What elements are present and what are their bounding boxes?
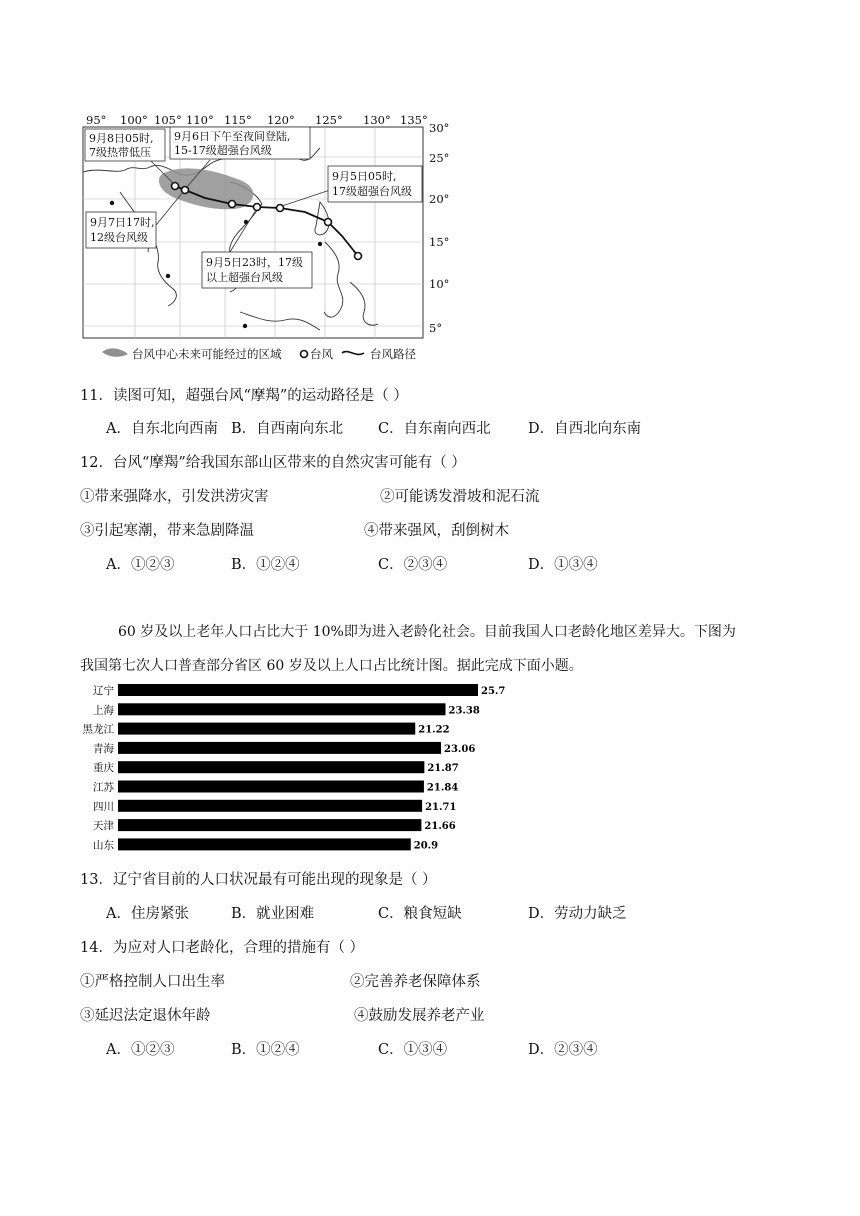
callout-text: 15-17级超强台风级 (174, 144, 272, 157)
callout-text: 12级台风级 (90, 231, 148, 244)
option-a[interactable]: A．①②③ (106, 1042, 175, 1058)
bar (118, 761, 424, 773)
option-a[interactable]: A．自东北向西南 (106, 421, 218, 437)
aging-bar-chart (80, 680, 540, 854)
question-13: 13．辽宁省目前的人口状况最有可能出现的现象是（ ） (80, 872, 437, 888)
path-legend-icon (342, 352, 364, 355)
category-label: 四川 (93, 800, 114, 813)
statement-4: ④带来强风，刮倒树木 (364, 523, 509, 539)
callout-text: 7级热带低压 (89, 146, 151, 159)
value-label: 21.71 (425, 801, 457, 813)
bar (118, 684, 478, 696)
lat-label: 5° (429, 321, 443, 335)
category-label: 重庆 (93, 762, 114, 775)
question-14: 14．为应对人口老龄化，合理的措施有（ ） (80, 940, 365, 956)
option-d[interactable]: D．②③④ (528, 1042, 598, 1058)
lat-label: 20° (429, 192, 450, 206)
bar (118, 819, 421, 831)
option-b[interactable]: B．①②④ (231, 557, 300, 573)
lon-label: 95° (86, 113, 107, 127)
callout-text: 以上超强台风级 (206, 271, 283, 284)
category-label: 江苏 (93, 781, 114, 794)
typhoon-icon (355, 253, 362, 260)
lat-label: 25° (429, 151, 450, 165)
statement-2: ②可能诱发滑坡和泥石流 (380, 489, 540, 505)
callout-text: 9月5日23时，17级 (206, 256, 303, 269)
lon-label: 130° (363, 113, 391, 127)
callout-2 (170, 127, 310, 159)
statement-3: ③引起寒潮，带来急剧降温 (80, 523, 254, 539)
category-label: 山东 (93, 839, 114, 852)
category-label: 上海 (93, 704, 114, 717)
value-label: 21.22 (418, 724, 450, 736)
option-c[interactable]: C．自东南向西北 (378, 421, 491, 437)
question-11: 11．读图可知，超强台风“摩羯”的运动路径是（ ） (80, 388, 408, 404)
value-label: 21.84 (426, 782, 459, 794)
callout-text: 17级超强台风级 (332, 185, 412, 198)
latitude-labels (429, 121, 449, 335)
lat-label: 30° (429, 121, 450, 135)
bar (118, 742, 441, 754)
callout-3 (328, 166, 422, 202)
intro-line-1: 60 岁及以上老年人口占比大于 10%即为进入老龄化社会。目前我国人口老龄化地区差异大。下图为 (118, 624, 736, 640)
statement-3: ③延迟法定退休年龄 (80, 1008, 211, 1024)
typhoon-map (80, 112, 460, 368)
callout-4 (86, 212, 156, 248)
value-label: 25.7 (481, 686, 506, 697)
lon-label: 110° (186, 113, 214, 127)
option-c[interactable]: C．②③④ (378, 557, 448, 573)
lon-label: 120° (267, 113, 295, 127)
statement-1: ①带来强降水，引发洪涝灾害 (80, 489, 269, 505)
option-d[interactable]: D．劳动力缺乏 (528, 906, 627, 922)
value-label: 21.66 (424, 821, 456, 833)
option-d[interactable]: D．①③④ (528, 557, 598, 573)
option-a[interactable]: A．住房紧张 (106, 906, 189, 922)
option-c[interactable]: C．粮食短缺 (378, 906, 462, 922)
longitude-labels (86, 113, 428, 127)
statement-2: ②完善养老保障体系 (350, 974, 481, 990)
option-b[interactable]: B．①②④ (231, 1042, 300, 1058)
value-label: 20.9 (413, 840, 439, 852)
typhoon-legend-icon (301, 351, 308, 358)
option-c[interactable]: C．①③④ (378, 1042, 448, 1058)
callout-1 (85, 129, 165, 161)
bar (118, 838, 411, 850)
lon-label: 105° (154, 113, 182, 127)
bar (118, 800, 422, 812)
callout-text: 9月5日05时, (332, 170, 397, 183)
typhoon-icon (229, 201, 236, 208)
intro-line-2: 我国第七次人口普查部分省区 60 岁及以上人口占比统计图。据此完成下面小题。 (80, 658, 583, 674)
statement-1: ①严格控制人口出生率 (80, 974, 225, 990)
category-label: 黑龙江 (82, 723, 114, 736)
value-label: 21.87 (427, 763, 459, 775)
value-label: 23.38 (448, 705, 480, 717)
lat-label: 10° (429, 277, 450, 291)
category-label: 青海 (93, 742, 114, 755)
legend-area-label: 台风中心未来可能经过的区域 (132, 347, 282, 361)
typhoon-icon (325, 219, 332, 226)
option-b[interactable]: B．自西南向东北 (231, 421, 344, 437)
map-legend (102, 347, 416, 361)
lon-label: 100° (120, 113, 148, 127)
option-d[interactable]: D．自西北向东南 (528, 421, 642, 437)
callout-text: 9月8日05时, (89, 132, 154, 145)
typhoon-icon (254, 204, 261, 211)
option-a[interactable]: A．①②③ (106, 557, 175, 573)
lon-label: 135° (400, 113, 428, 127)
bar (118, 703, 446, 715)
category-label: 天津 (93, 820, 114, 833)
bar (118, 781, 424, 793)
category-label: 辽宁 (93, 685, 114, 697)
lat-label: 15° (429, 235, 450, 249)
lon-label: 125° (315, 113, 343, 127)
statement-4: ④鼓励发展养老产业 (354, 1008, 485, 1024)
bar (118, 723, 415, 735)
callout-text: 9月6日下午至夜间登陆, (174, 130, 291, 143)
callout-text: 9月7日17时, (90, 216, 155, 229)
question-12: 12．台风“摩羯”给我国东部山区带来的自然灾害可能有（ ） (80, 455, 466, 471)
lon-label: 115° (224, 113, 252, 127)
typhoon-icon (172, 183, 179, 190)
legend-typhoon-label: 台风 (310, 347, 333, 361)
legend-path-label: 台风路径 (370, 347, 416, 361)
value-label: 23.06 (444, 743, 476, 755)
area-legend-icon (102, 348, 128, 356)
option-b[interactable]: B．就业困难 (231, 906, 315, 922)
callout-5 (202, 252, 312, 288)
